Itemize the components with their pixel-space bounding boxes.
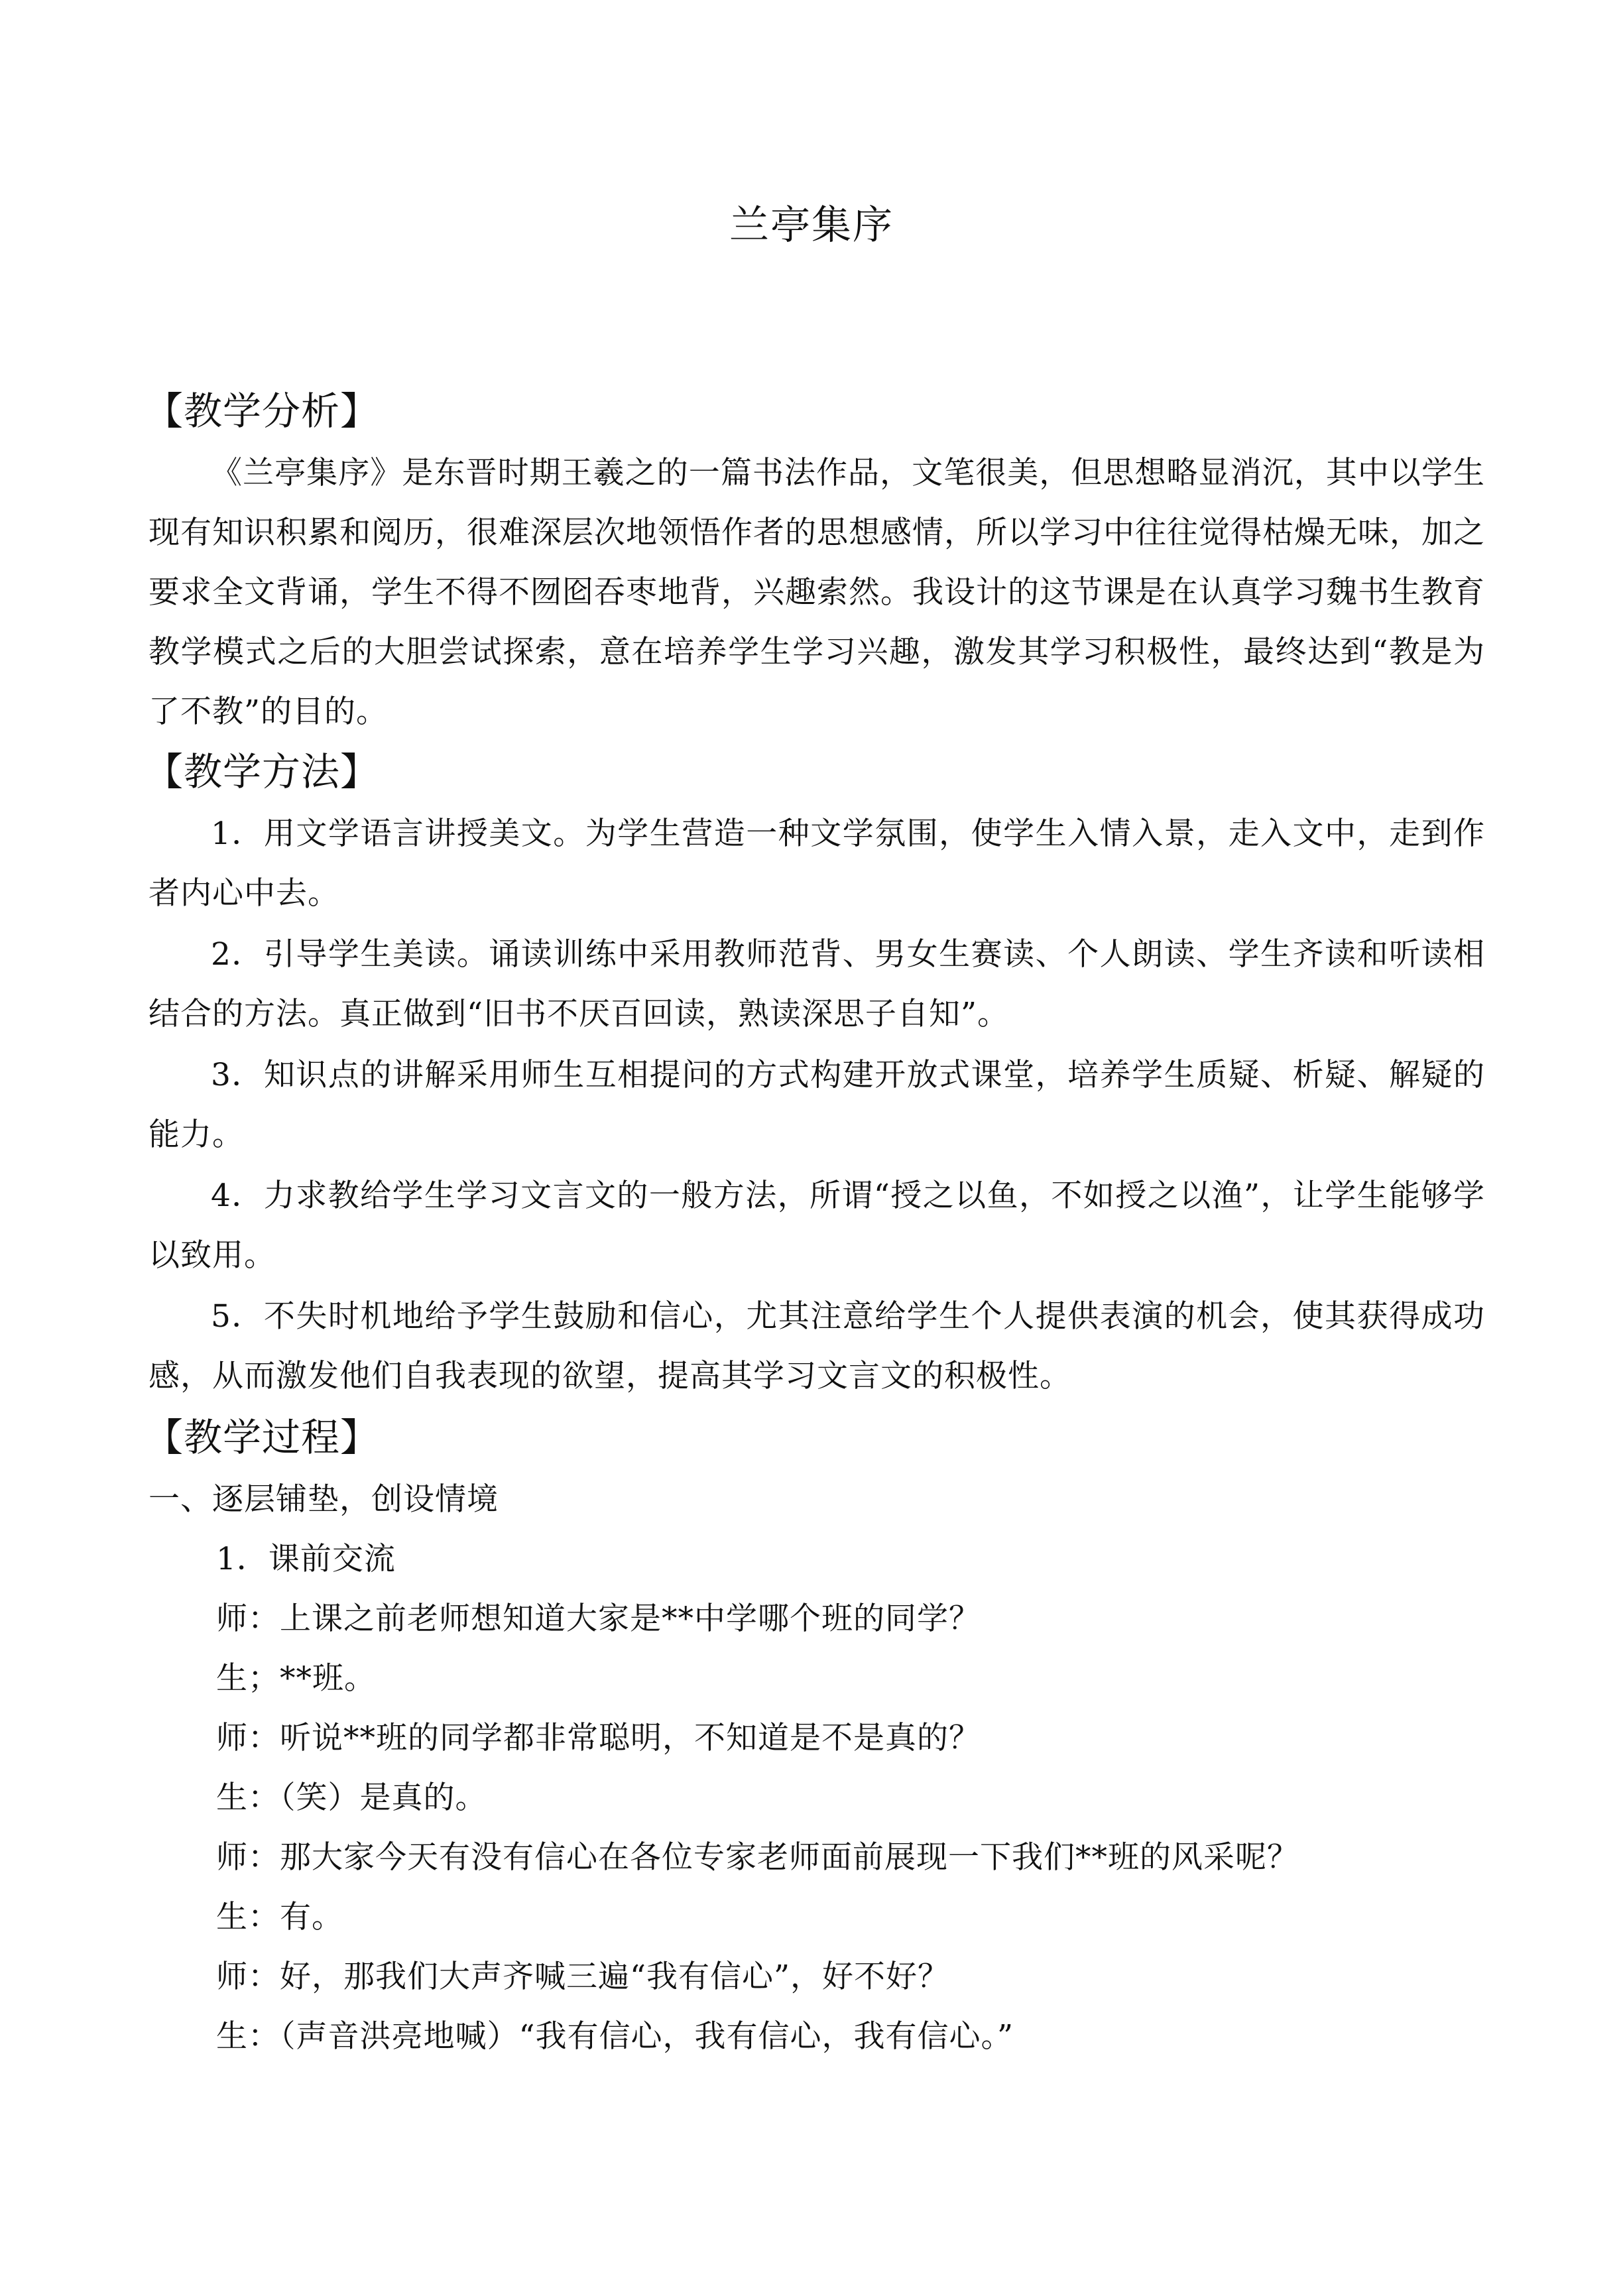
dialog-line: 生：（声音洪亮地喊）“我有信心，我有信心，我有信心。” [216,2018,1014,2055]
method-item-1: 1．用文学语言讲授美文。为学生营造一种文学氛围，使学生入情入景，走入文中，走到作者内心中去。 [149,816,1485,912]
section-heading-process: 【教学过程】 [145,1415,380,1460]
dialog-line: 生：有。 [216,1899,343,1935]
document-title: 兰亭集序 [729,202,894,249]
method-item-2: 2．引导学生美读。诵读训练中采用教师范背、男女生赛读、个人朗读、学生齐读和听读相结合的方法。真正做到“旧书不厌百回读，熟读深思子自知”。 [149,936,1485,1032]
dialog-line: 生；**班。 [216,1660,376,1697]
process-step-title: 1．课前交流 [216,1541,396,1577]
section-heading-methods: 【教学方法】 [145,749,380,794]
dialog-line: 师：听说**班的同学都非常聪明，不知道是不是真的？ [216,1720,981,1756]
dialog-line: 师：好，那我们大声齐喊三遍“我有信心”，好不好？ [216,1959,950,1995]
analysis-paragraph: 《兰亭集序》是东晋时期王羲之的一篇书法作品，文笔很美，但思想略显消沉，其中以学生现有知识积累和阅历，很难深层次地领悟作者的思想感情，所以学习中往往觉得枯燥无味，加之要求全文背诵，学生不得不囫囵吞枣地背，兴趣索然。我设计的这节课是在认真学习魏书生教育教学模式之后的大胆尝试探索，意在培养学生学习兴趣，激发其学习积极性，最终达到“教是为了不教”的目的。 [149,455,1485,730]
section-heading-analysis: 【教学分析】 [145,389,380,434]
document-body [145,381,1485,2067]
dialog-line: 生：（笑）是真的。 [216,1780,487,1816]
method-item-4: 4．力求教给学生学习文言文的一般方法，所谓“授之以鱼，不如授之以渔”，让学生能够学以致用。 [149,1178,1485,1274]
method-item-5: 5．不失时机地给予学生鼓励和信心，尤其注意给学生个人提供表演的机会，使其获得成功感，从而激发他们自我表现的欲望，提高其学习文言文的积极性。 [149,1298,1485,1394]
method-item-3: 3．知识点的讲解采用师生互相提问的方式构建开放式课堂，培养学生质疑、析疑、解疑的能力。 [149,1057,1485,1153]
dialog-line: 师：上课之前老师想知道大家是**中学哪个班的同学？ [216,1601,981,1637]
process-subsection-title: 一、逐层铺垫，创设情境 [149,1481,499,1518]
dialog-line: 师：那大家今天有没有信心在各位专家老师面前展现一下我们**班的风采呢？ [216,1839,1299,1876]
process-content [149,1470,1485,2067]
